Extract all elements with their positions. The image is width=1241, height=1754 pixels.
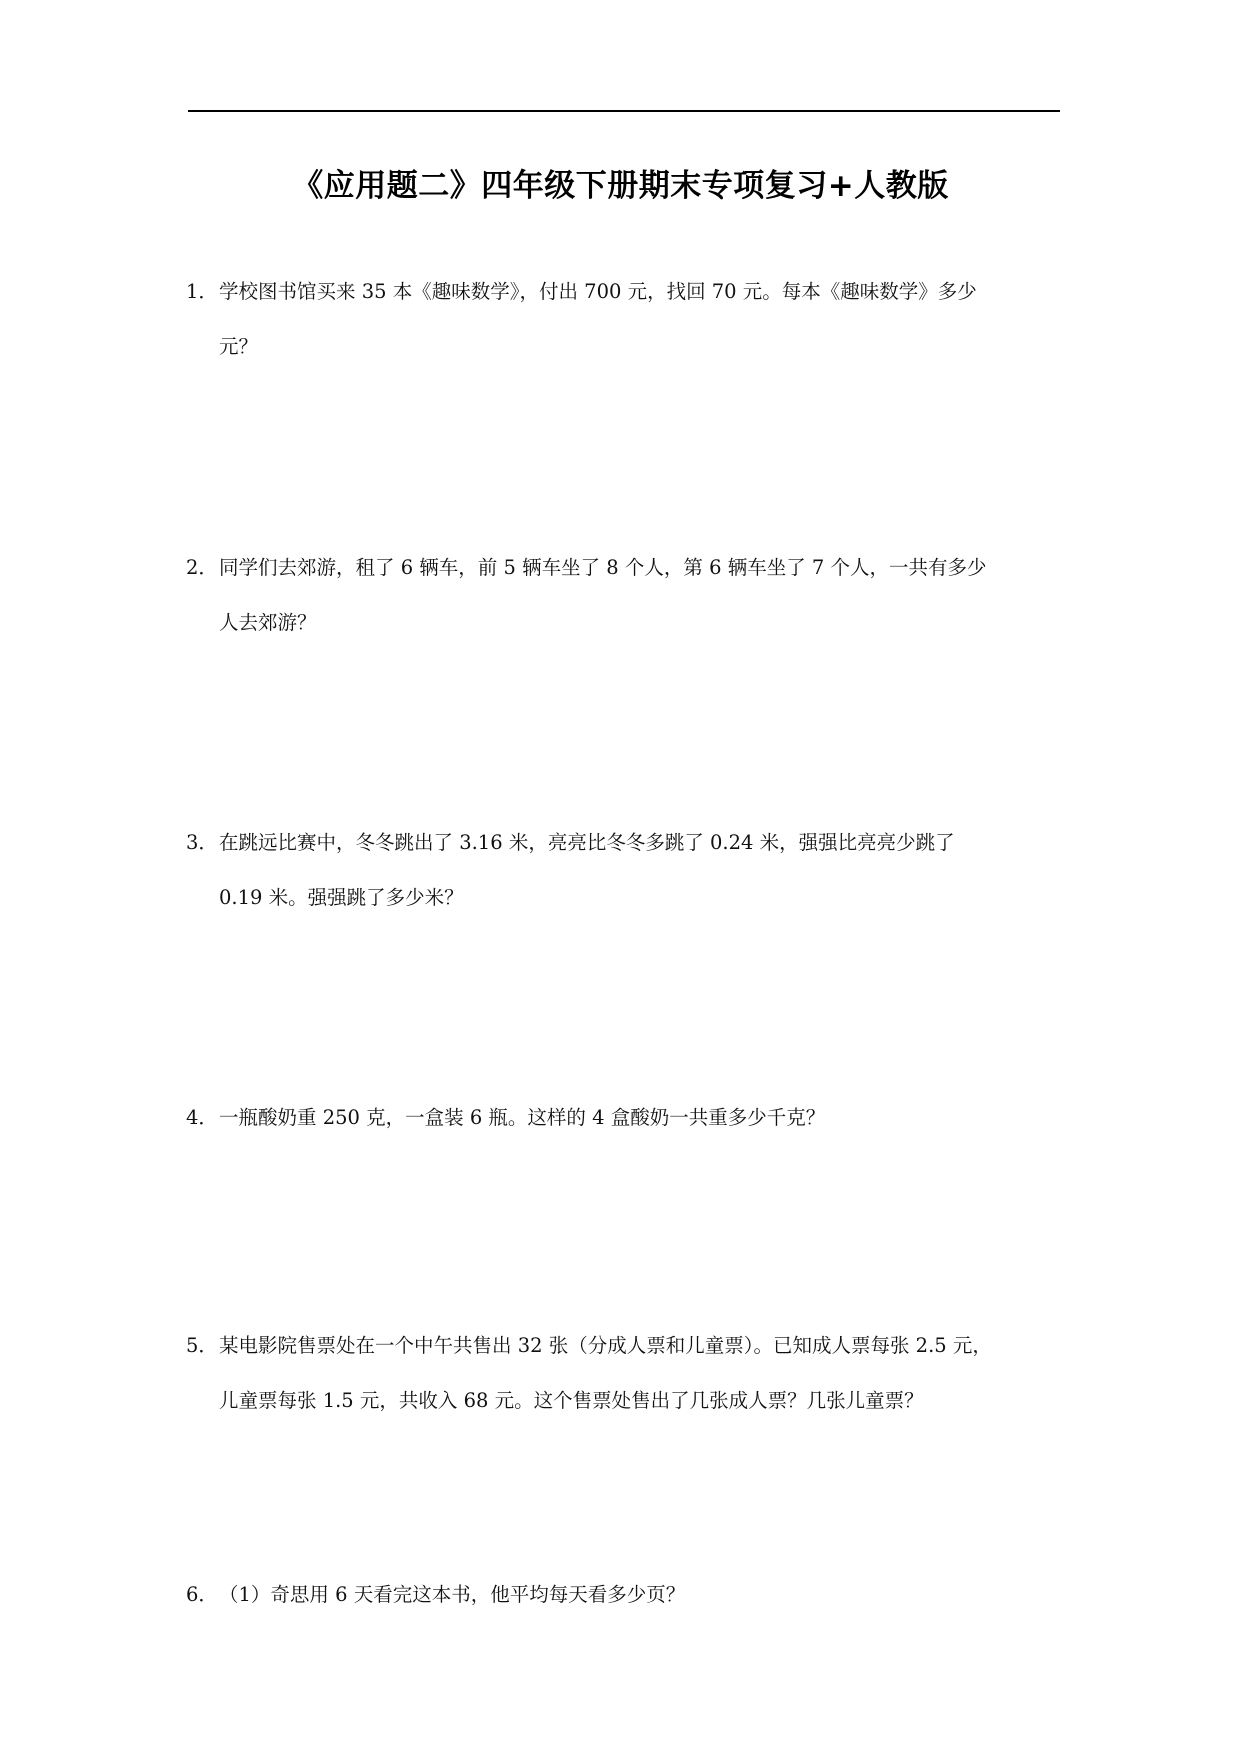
question-2-line-1 (186, 540, 1066, 595)
page-title: 《应用题二》四年级下册期末专项复习+人教版 (292, 168, 949, 204)
question-number: 4． (186, 1106, 218, 1129)
question-5-line-2: 儿童票每张 1.5 元，共收入 68 元。这个售票处售出了几张成人票？几张儿童票？ (219, 1389, 924, 1412)
question-1-line-1 (186, 264, 1066, 319)
question-number: 2． (186, 556, 218, 579)
header-rule (188, 110, 1060, 112)
question-text: 在跳远比赛中，冬冬跳出了 3.16 米，亮亮比冬冬多跳了 0.24 米，强强比亮亮少跳了 (219, 831, 955, 854)
question-4-line-1 (186, 1090, 1066, 1145)
question-2-line-2: 人去郊游？ (219, 611, 317, 634)
question-number: 3． (186, 831, 218, 854)
question-2 (186, 540, 1066, 650)
question-5-line-1 (186, 1318, 1066, 1373)
question-1-line-2: 元？ (219, 335, 259, 358)
question-text: 一瓶酸奶重 250 克，一盒装 6 瓶。这样的 4 盒酸奶一共重多少千克？ (219, 1106, 826, 1129)
question-5 (186, 1318, 1066, 1428)
question-3-line-2: 0.19 米。强强跳了多少米？ (219, 886, 464, 909)
question-number: 6． (186, 1583, 218, 1606)
question-text: 学校图书馆买来 35 本《趣味数学》，付出 700 元，找回 70 元。每本《趣味数学》多少 (219, 280, 977, 303)
question-3 (186, 815, 1066, 925)
question-6 (186, 1567, 1066, 1622)
question-text: 某电影院售票处在一个中午共售出 32 张（分成人票和儿童票）。已知成人票每张 2.5 元， (219, 1334, 992, 1357)
question-text: 同学们去郊游，租了 6 辆车，前 5 辆车坐了 8 个人，第 6 辆车坐了 7 个人，一共有多少 (219, 556, 987, 579)
question-number: 1． (186, 280, 218, 303)
question-text: （1）奇思用 6 天看完这本书，他平均每天看多少页？ (219, 1583, 686, 1606)
question-3-line-1 (186, 815, 1066, 870)
question-4 (186, 1090, 1066, 1145)
question-number: 5． (186, 1334, 218, 1357)
question-6-line-1 (186, 1567, 1066, 1622)
question-1 (186, 264, 1066, 374)
